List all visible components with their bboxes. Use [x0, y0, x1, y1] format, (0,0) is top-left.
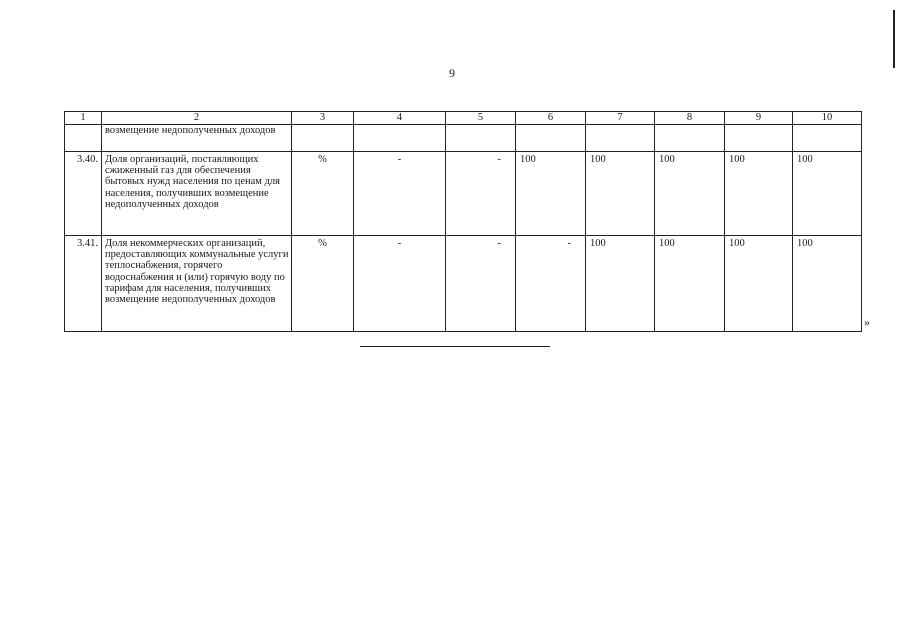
value-cell-col-10: 100: [793, 236, 862, 332]
value-cell-col-8: 100: [655, 152, 725, 236]
page-number: 9: [449, 66, 455, 80]
header-col-8: 8: [655, 112, 725, 125]
header-col-9: 9: [725, 112, 793, 125]
value-cell-col-10: 100: [793, 152, 862, 236]
row-number: 3.40.: [65, 152, 102, 236]
header-col-3: 3: [292, 112, 354, 125]
table-row-3-40: [65, 152, 862, 236]
header-col-4: 4: [354, 112, 446, 125]
page-edge-mark: [893, 10, 895, 68]
table-row-continuation: [65, 125, 862, 152]
header-col-10: 10: [793, 112, 862, 125]
value-cell-col-5: -: [446, 152, 516, 236]
row-number: 3.41.: [65, 236, 102, 332]
header-col-6: 6: [516, 112, 586, 125]
header-col-1: 1: [65, 112, 102, 125]
value-cell-col-6: -: [516, 236, 586, 332]
value-cell-col-7: 100: [586, 152, 655, 236]
table-cell: [725, 125, 793, 152]
indicators-table: [64, 111, 862, 332]
value-cell-col-9: 100: [725, 152, 793, 236]
unit-cell: %: [292, 236, 354, 332]
indicator-name: Доля некоммерческих организаций, предоставляющих коммунальные услуги теплоснабжения, горячего водоснабжения и (или) горячую воду по тарифам для населения, получивших возмещение недополученных доходов: [102, 236, 292, 332]
closing-quote: »: [864, 315, 870, 329]
value-cell-col-5: -: [446, 236, 516, 332]
value-cell-col-7: 100: [586, 236, 655, 332]
value-cell-col-9: 100: [725, 236, 793, 332]
value-cell-col-8: 100: [655, 236, 725, 332]
table-row-3-41: [65, 236, 862, 332]
table-cell: [655, 125, 725, 152]
table-cell: [586, 125, 655, 152]
row-number: [65, 125, 102, 152]
table-cell: [516, 125, 586, 152]
value-cell-col-4: -: [354, 236, 446, 332]
header-row: [65, 112, 862, 125]
footnote-separator-line: [360, 346, 550, 347]
unit-cell: %: [292, 152, 354, 236]
indicator-name: Доля организаций, поставляющих сжиженный газ для обеспечения бытовых нужд населения по ценам для населения, получивших возмещение недополученных доходов: [102, 152, 292, 236]
table-cell: [354, 125, 446, 152]
table-cell: [446, 125, 516, 152]
indicator-name: возмещение недополученных доходов: [102, 125, 292, 152]
header-col-2: 2: [102, 112, 292, 125]
value-cell-col-4: -: [354, 152, 446, 236]
header-col-5: 5: [446, 112, 516, 125]
table-cell: [793, 125, 862, 152]
table-cell: [292, 125, 354, 152]
header-col-7: 7: [586, 112, 655, 125]
value-cell-col-6: 100: [516, 152, 586, 236]
